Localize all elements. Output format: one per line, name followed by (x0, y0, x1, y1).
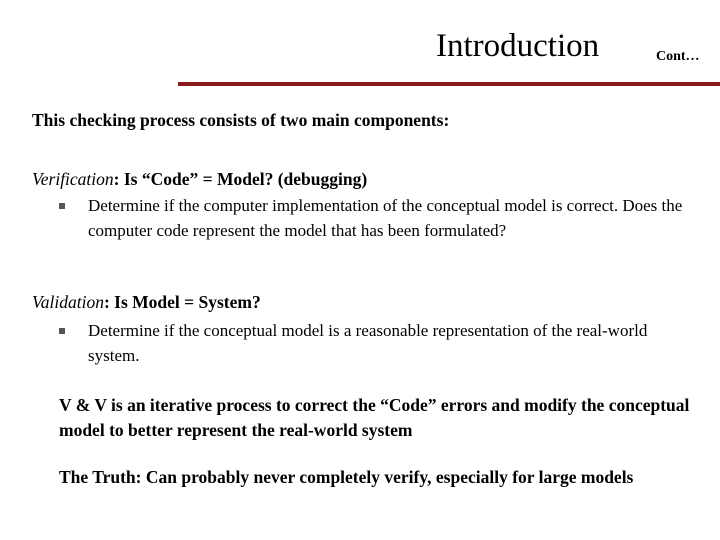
verification-colon: : (113, 169, 120, 189)
verification-heading (32, 167, 367, 191)
verification-term: Verification (32, 169, 114, 189)
verification-detail: Determine if the computer implementation of the conceptual model is correct. Does the computer code represent the model that has been formulated? (88, 196, 683, 240)
bullet-square-icon (59, 203, 65, 209)
vv-paragraph: V & V is an iterative process to correct the “Code” errors and modify the conceptual model to better represent the real-world system (59, 395, 690, 440)
title-rule (178, 82, 720, 86)
continued-label: Cont… (656, 49, 700, 64)
validation-detail: Determine if the conceptual model is a reasonable representation of the real-world system. (88, 321, 648, 365)
intro-text: This checking process consists of two main components: (32, 110, 450, 130)
bullet-square-icon (59, 328, 65, 334)
slide-title: Introduction (436, 28, 600, 64)
verification-question: Is “Code” = Model? (debugging) (119, 169, 368, 189)
truth-paragraph: The Truth: Can probably never completely verify, especially for large models (59, 467, 634, 487)
validation-colon: : (103, 292, 110, 312)
validation-question: Is Model = System? (109, 292, 261, 312)
validation-heading (32, 290, 261, 314)
validation-term: Validation (32, 292, 104, 312)
